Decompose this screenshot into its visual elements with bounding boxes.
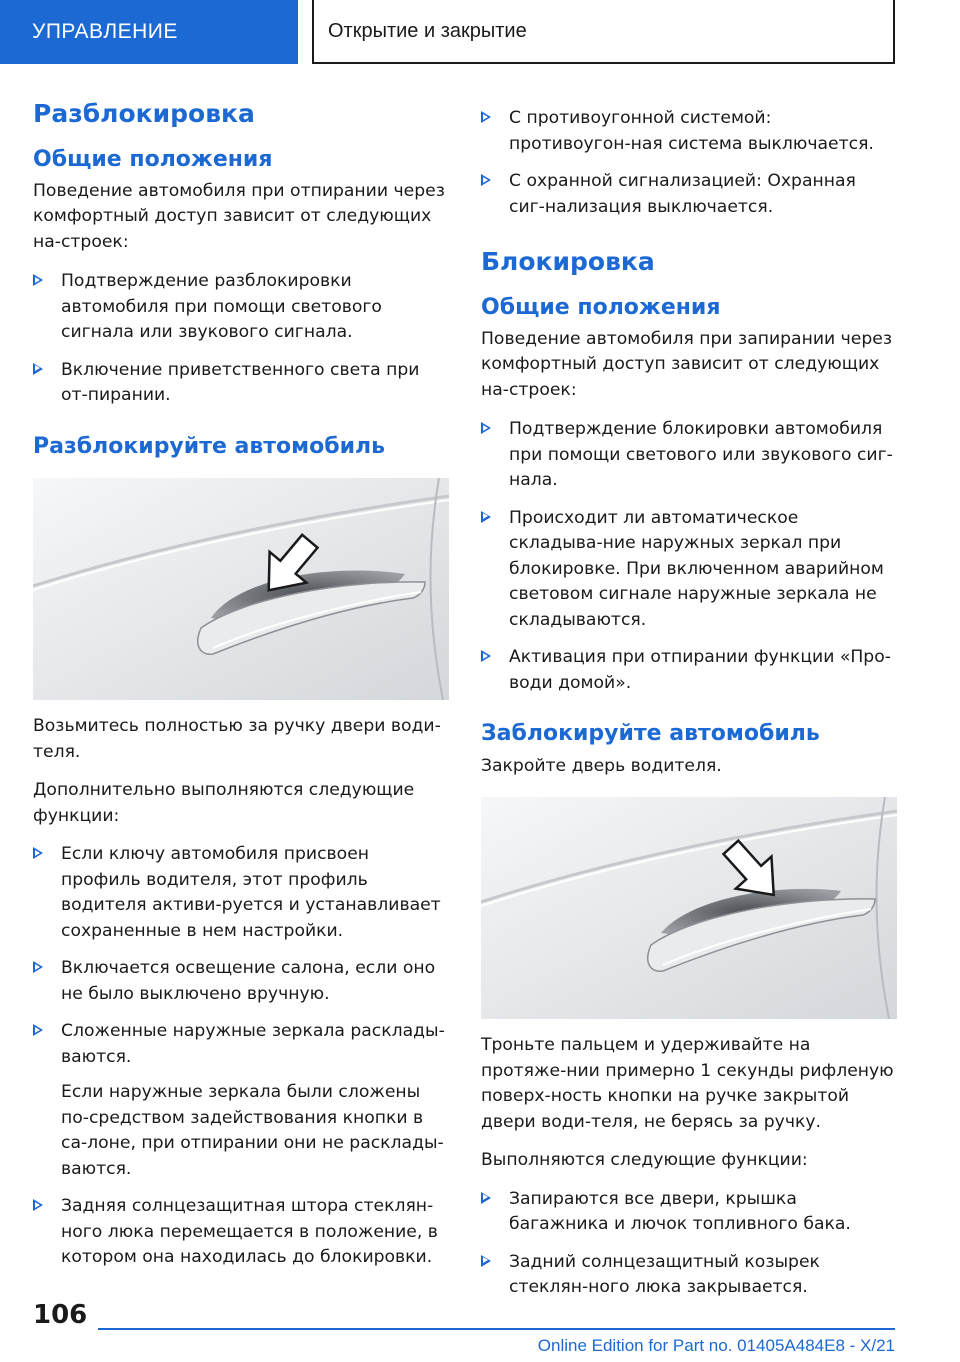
bullet-triangle-icon bbox=[33, 363, 43, 375]
list-item: Происходит ли автоматическое складыва-ние наружных зеркал при блокировке. При включенном аварийном световом сигнале наружные зеркала не складываются. bbox=[481, 506, 897, 634]
unlock-vehicle-heading: Разблокируйте автомобиль bbox=[33, 433, 386, 459]
lock-general-intro: Поведение автомобиля при запирании через комфортный доступ зависит от следующих на-строек: bbox=[481, 328, 892, 400]
close-door-text: Закройте дверь водителя. bbox=[481, 755, 722, 776]
chapter-title: Открытие и закрытие bbox=[312, 0, 895, 64]
door-handle-unlock-illustration bbox=[33, 478, 449, 700]
section-tab: УПРАВЛЕНИЕ bbox=[0, 0, 298, 64]
bullet-triangle-icon bbox=[33, 1199, 43, 1211]
bullet-triangle-icon bbox=[33, 274, 43, 286]
right-column bbox=[481, 106, 897, 1301]
door-handle-photo bbox=[33, 478, 449, 700]
bullet-triangle-icon bbox=[481, 511, 491, 523]
touch-handle-text: Троньте пальцем и удерживайте на протяже-нии примерно 1 секунды рифленую поверх-ность кнопки на ручке закрытой двери води-теля, не берясь за ручку. bbox=[481, 1035, 894, 1132]
list-item: Включается освещение салона, если оно не было выключено вручную. bbox=[33, 956, 449, 1007]
unlock-general-intro: Поведение автомобиля при отпирании через комфортный доступ зависит от следующих на-строек: bbox=[33, 180, 445, 252]
lock-functions-list bbox=[481, 1187, 897, 1301]
list-item: Запираются все двери, крышка багажника и лючок топливного бака. bbox=[481, 1187, 897, 1238]
bullet-triangle-icon bbox=[481, 1255, 491, 1267]
unlock-general-list bbox=[33, 269, 449, 409]
alarm-list bbox=[481, 106, 897, 220]
unlock-title: Разблокировка bbox=[33, 99, 255, 128]
list-item: Подтверждение блокировки автомобиля при помощи светового или звукового сиг-нала. bbox=[481, 417, 897, 494]
list-item: С охранной сигнализацией: Охранная сиг-нализация выключается. bbox=[481, 169, 897, 220]
bullet-triangle-icon bbox=[481, 111, 491, 123]
door-handle-lock-illustration bbox=[481, 797, 897, 1019]
bullet-triangle-icon bbox=[481, 1192, 491, 1204]
grip-handle-text: Возьмитесь полностью за ручку двери води-теля. bbox=[33, 716, 441, 762]
list-item: Сложенные наружные зеркала расклады-ваются. Если наружные зеркала были сложены по-средством задействования кнопки в са-лоне, при отпирании они не расклады-ваются. bbox=[33, 1019, 449, 1182]
list-item: Задний солнцезащитный козырек стеклян-ного люка закрывается. bbox=[481, 1250, 897, 1301]
mirror-note: Если наружные зеркала были сложены по-средством задействования кнопки в са-лоне, при отпирании они не расклады-ваются. bbox=[61, 1082, 444, 1179]
door-handle-lock-photo bbox=[481, 797, 897, 1019]
lock-general-heading: Общие положения bbox=[481, 295, 721, 321]
list-item: Задняя солнцезащитная штора стеклян-ного люка перемещается в положение, в котором она находилась до блокировки. bbox=[33, 1194, 449, 1271]
bullet-triangle-icon bbox=[481, 174, 491, 186]
bullet-triangle-icon bbox=[33, 847, 43, 859]
footer-divider bbox=[98, 1328, 895, 1330]
unlock-general-heading: Общие положения bbox=[33, 147, 273, 173]
bullet-triangle-icon bbox=[481, 650, 491, 662]
unlock-functions-list bbox=[33, 842, 449, 1271]
bullet-triangle-icon bbox=[33, 961, 43, 973]
list-item: Если ключу автомобиля присвоен профиль водителя, этот профиль водителя активи-руется и устанавливает сохраненные в нем настройки. bbox=[33, 842, 449, 944]
unlock-functions-intro: Дополнительно выполняются следующие функции: bbox=[33, 780, 415, 826]
list-item: Подтверждение разблокировки автомобиля при помощи светового сигнала или звукового сигнала. bbox=[33, 269, 449, 346]
bullet-triangle-icon bbox=[481, 422, 491, 434]
list-item: С противоугонной системой: противоугон-ная система выключается. bbox=[481, 106, 897, 157]
lock-general-list bbox=[481, 417, 897, 696]
lock-functions-intro: Выполняются следующие функции: bbox=[481, 1150, 808, 1171]
edition-info: Online Edition for Part no. 01405A484E8 - X/21 bbox=[537, 1336, 895, 1355]
list-item: Активация при отпирании функции «Про-води домой». bbox=[481, 645, 897, 696]
left-column bbox=[33, 98, 449, 1271]
list-item: Включение приветственного света при от-пирании. bbox=[33, 358, 449, 409]
bullet-triangle-icon bbox=[33, 1024, 43, 1036]
lock-title: Блокировка bbox=[481, 247, 655, 276]
lock-vehicle-heading: Заблокируйте автомобиль bbox=[481, 721, 820, 747]
page-number: 106 bbox=[33, 1300, 88, 1330]
